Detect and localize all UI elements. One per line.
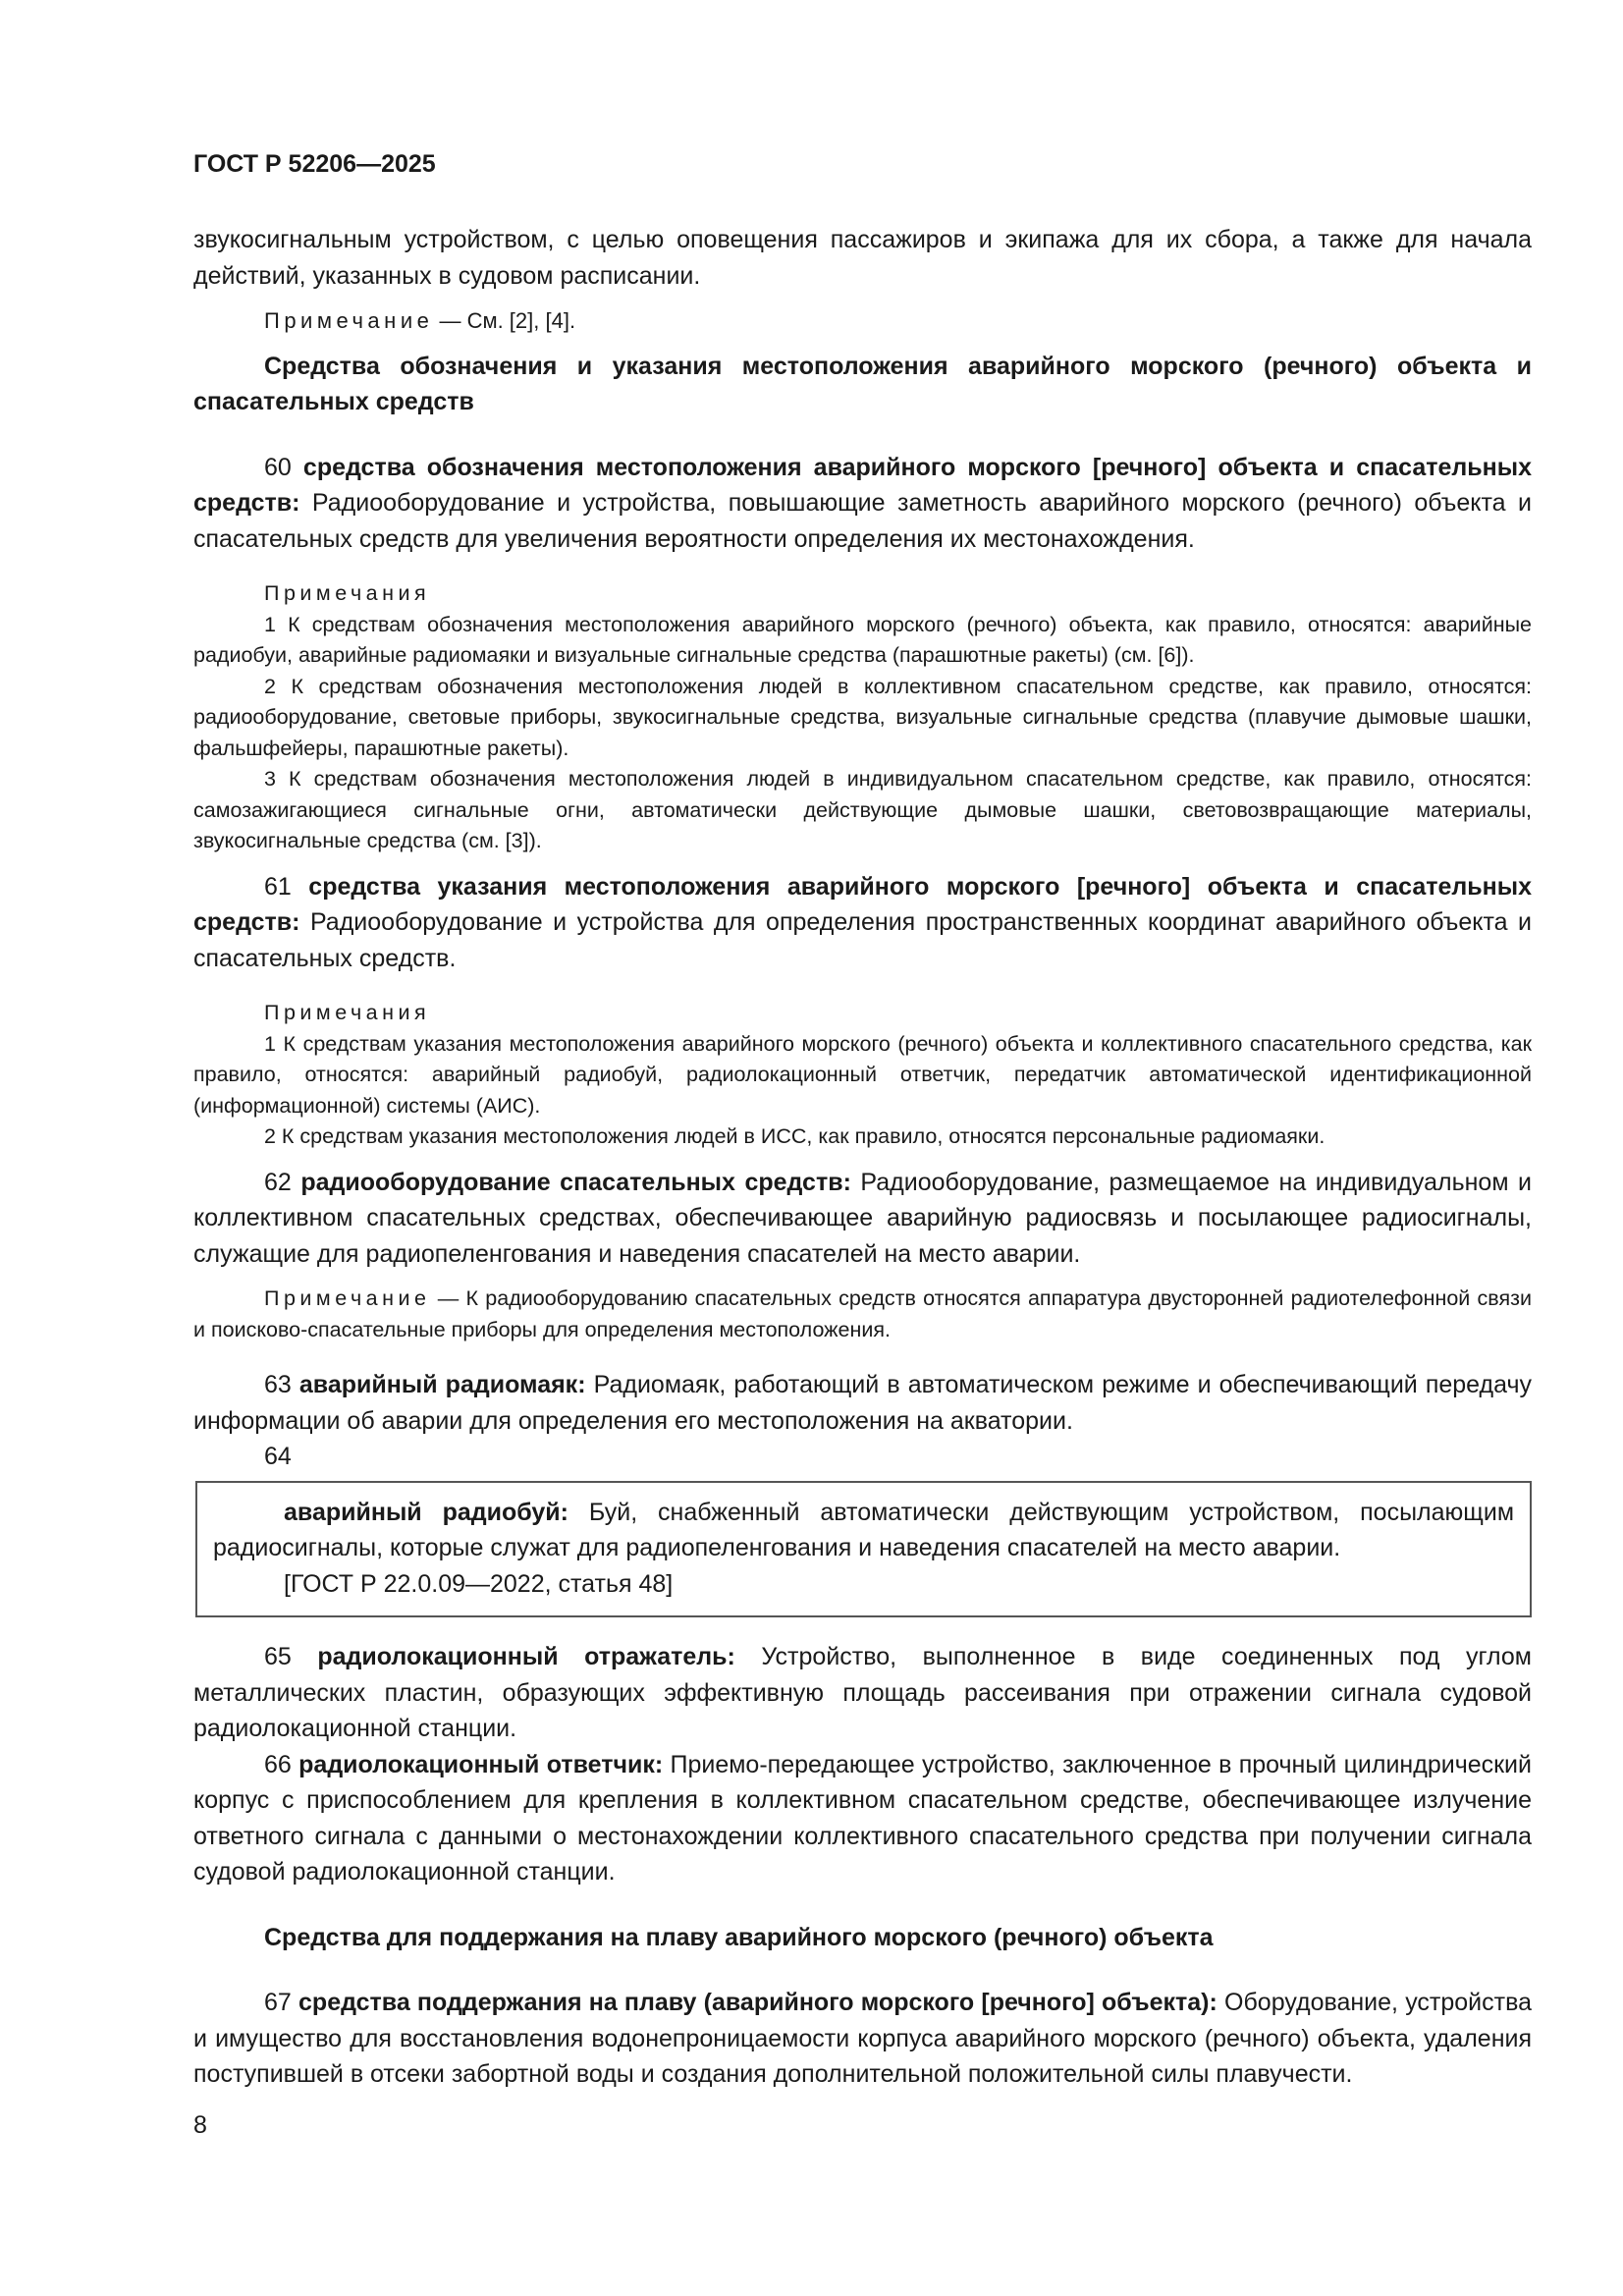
term-number: 66 [264, 1750, 299, 1778]
term-number: 67 [264, 1989, 299, 2016]
continuation-paragraph: звукосигнальным устройством, с целью оповещения пассажиров и экипажа для их сбора, а также для начала действий, указанных в судовом расписании. [193, 226, 1532, 290]
term-60 [193, 450, 1532, 558]
term-definition: Буй, снабженный автоматически действующим устройством, посылающим радиосигналы, которые служат для радиопеленгования и наведения спасателей на место аварии. [213, 1498, 1515, 1561]
term-definition: Приемо-передающее устройство, заключенное в прочный цилиндрический корпус с приспособлением для крепления в коллективном спасательном средстве, обеспечивающее излучение ответного сигнала с данными о местонахождении коллективного спасательного средства при получении сигнала судовой радиолокационной станции. [193, 1750, 1532, 1886]
term-number: 63 [264, 1371, 299, 1398]
section-heading-buoyancy-means: Средства для поддержания на плаву аварийного морского (речного) объекта [264, 1923, 1214, 1951]
term-title: радиолокационный ответчик: [298, 1750, 664, 1778]
note-text: — К радиооборудованию спасательных средств относятся аппаратура двусторонней радиотелефонной связи и поисково-спасательные приборы для определения местоположения. [193, 1286, 1532, 1341]
term-63 [193, 1367, 1532, 1439]
term-64-box [195, 1481, 1532, 1618]
term-number: 60 [264, 453, 303, 481]
term-number: 65 [264, 1643, 318, 1670]
term-number: 61 [264, 872, 309, 901]
note-item: 2 К средствам указания местоположения людей в ИСС, как правило, относятся персональные радиомаяки. [264, 1124, 1325, 1148]
term-definition: Радиооборудование и устройства для определения пространственных координат аварийного объекта и спасательных средств. [193, 908, 1532, 972]
note-item: 3 К средствам обозначения местоположения людей в индивидуальном спасательном средстве, как правило, относятся: самозажигающиеся сигнальные огни, автоматически действующие дымовые шашки, световозвращающие материалы, звукосигнальные средства (см. [3]). [193, 767, 1532, 852]
note-item: 1 К средствам указания местоположения аварийного морского (речного) объекта и коллективного спасательного средства, как правило, относятся: аварийный радиобуй, радиолокационный ответчик, передатчик автоматической идентификационной (информационной) системы (АИС). [193, 1031, 1532, 1118]
term-title: аварийный радиомаяк: [298, 1371, 586, 1398]
document-id-header: ГОСТ Р 52206—2025 [193, 150, 436, 178]
note-62 [193, 1284, 1532, 1345]
page-number: 8 [193, 2111, 207, 2139]
term-title: средства указания местоположения аварийного морского [речного] объекта и спасательных средств: [193, 872, 1532, 936]
term-title: средства обозначения местоположения аварийного морского [речного] объекта и спасательных средств: [193, 453, 1532, 517]
term-definition: Радиооборудование и устройства, повышающие заметность аварийного морского (речного) объекта и спасательных средств для увеличения вероятности определения их местонахождения. [193, 489, 1532, 553]
notes-label: Примечания [264, 1001, 431, 1024]
section-heading-location-means: Средства обозначения и указания местоположения аварийного морского (речного) объекта и спасательных средств [193, 352, 1532, 415]
note-text: — См. [2], [4]. [433, 308, 576, 333]
term-title: радиолокационный отражатель: [317, 1643, 735, 1670]
term-65 [193, 1639, 1532, 1747]
term-66 [193, 1747, 1532, 1890]
term-number: 62 [264, 1168, 301, 1196]
note-label: Примечание [264, 1286, 431, 1310]
term-61 [193, 869, 1532, 977]
note-label: Примечание [264, 308, 434, 333]
term-definition: Радиооборудование, размещаемое на индивидуальном и коллективном спасательных средствах, обеспечивающее аварийную радиосвязь и посылающее радиосигналы, служащие для радиопеленгования и наведения спасателей на место аварии. [193, 1168, 1532, 1268]
term-definition: Оборудование, устройства и имущество для восстановления водонепроницаемости корпуса аварийного морского (речного) объекта, удаления поступившей в отсеки забортной воды и создания дополнительной положительной силы плавучести. [193, 1989, 1532, 2088]
term-62 [193, 1165, 1532, 1273]
term-64-number: 64 [264, 1443, 292, 1470]
term-title: средства поддержания на плаву (аварийного морского [речного] объекта): [298, 1989, 1217, 2016]
note-item: 2 К средствам обозначения местоположения людей в коллективном спасательном средстве, как правило, относятся: радиооборудование, световые приборы, звукосигнальные средства, визуальные сигнальные средства (плавучие дымовые шашки, фальшфейеры, парашютные ракеты). [193, 674, 1532, 760]
notes-label: Примечания [264, 581, 431, 605]
term-title: аварийный радиобуй: [284, 1498, 568, 1526]
term-title: радиооборудование спасательных средств: [300, 1168, 851, 1196]
term-64 [213, 1495, 1514, 1566]
note-item: 1 К средствам обозначения местоположения аварийного морского (речного) объекта, как правило, относятся: аварийные радиобуи, аварийные радиомаяки и визуальные сигнальные средства (парашютные ракеты) (см. [6]). [193, 612, 1532, 667]
term-67 [193, 1985, 1532, 2093]
term-source: [ГОСТ Р 22.0.09—2022, статья 48] [284, 1569, 674, 1598]
term-definition: Устройство, выполненное в виде соединенных под углом металлических пластин, образующих эффективную площадь рассеивания при отражении сигнала судовой радиолокационной станции. [193, 1643, 1532, 1742]
note-a [193, 305, 1532, 337]
term-definition: Радиомаяк, работающий в автоматическом режиме и обеспечивающий передачу информации об аварии для определения его местоположения на акватории. [193, 1371, 1533, 1435]
document-body [193, 222, 1532, 2093]
